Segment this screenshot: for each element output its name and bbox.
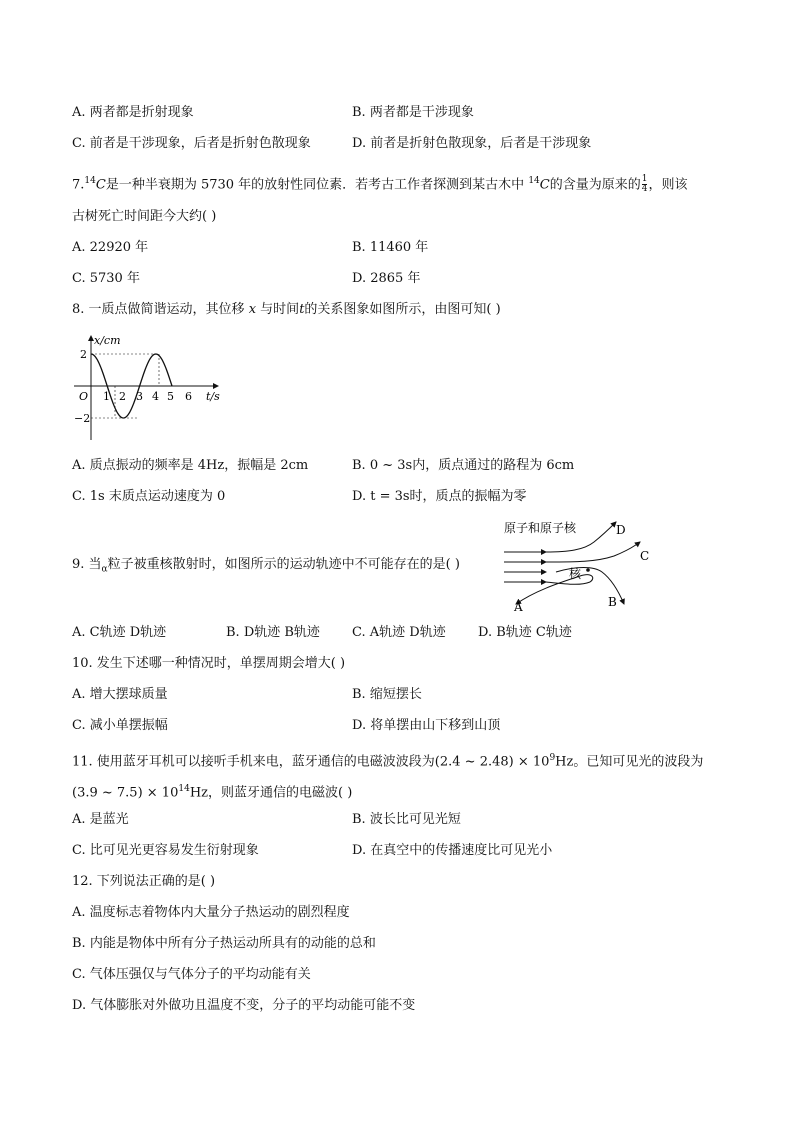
q7-option-d: D. 2865 年	[352, 271, 421, 286]
q12-option-c: C. 气体压强仅与气体分子的平均动能有关	[72, 967, 311, 982]
origin-label: O	[79, 390, 89, 403]
q7-stem-line2: 古树死亡时间距今大约( )	[72, 209, 217, 224]
x-tick-6: 6	[185, 390, 192, 403]
x-tick-3: 3	[136, 390, 143, 403]
x-tick-1: 1	[103, 390, 110, 403]
y-tick-pos: 2	[80, 348, 87, 361]
q11-option-a: A. 是蓝光	[72, 812, 129, 827]
q9-option-d: D. B轨迹 C轨迹	[478, 625, 572, 640]
q12-option-d: D. 气体膨胀对外做功且温度不变，分子的平均动能可能不变	[72, 998, 416, 1013]
q8-option-c: C. 1s 末质点运动速度为 0	[72, 489, 226, 504]
q8-option-b: B. 0 ~ 3s内，质点通过的路程为 6cm	[352, 458, 575, 473]
q11-stem-line1: 11. 使用蓝牙耳机可以接听手机来电，蓝牙通信的电磁波波段为(2.4 ~ $2.48) \times 10^9Hz$。已知可见光的波段为	[72, 753, 704, 770]
q11-option-b: B. 波长比可见光短	[352, 812, 461, 827]
q9-stem: 9. 当$_\alpha$粒子被重核散射时，如图所示的运动轨迹中不可能存在的是( )	[72, 557, 460, 575]
q10-option-a: A. 增大摆球质量	[72, 687, 168, 702]
q12-option-a: A. 温度标志着物体内大量分子热运动的剧烈程度	[72, 905, 350, 920]
q7-option-c: C. 5730 年	[72, 271, 140, 286]
q7-option-a: A. 22920 年	[72, 240, 149, 255]
q9-option-a: A. C轨迹 D轨迹	[72, 625, 167, 640]
nucleus-label: 核	[569, 567, 582, 581]
fig-title: 原子和原子核	[504, 521, 577, 535]
x-tick-2: 2	[119, 390, 126, 403]
x-axis-label: t/s	[206, 390, 220, 403]
q10-option-d: D. 将单摆由山下移到山顶	[352, 718, 501, 733]
q9-alpha-scattering-figure	[496, 514, 664, 614]
label-b: B	[608, 595, 617, 609]
q7-fraction: $\frac{1}{4}$	[641, 174, 648, 195]
label-d: D	[616, 523, 626, 537]
y-tick-neg: −2	[74, 412, 91, 425]
q10-option-b: B. 缩短摆长	[352, 687, 422, 702]
q6-option-d: D. 前者是折射色散现象，后者是干涉现象	[352, 136, 592, 151]
trajectory-a	[516, 575, 593, 604]
q6-option-a: A. 两者都是折射现象	[72, 105, 194, 120]
q8-option-d: D. t = 3s时，质点的振幅为零	[352, 489, 527, 504]
q12-stem: 12. 下列说法正确的是( )	[72, 874, 216, 889]
q9-option-b: B. D轨迹 B轨迹	[226, 625, 320, 640]
q6-option-b: B. 两者都是干涉现象	[352, 105, 474, 120]
nucleus-dot	[586, 568, 590, 572]
q8-option-a: A. 质点振动的频率是 4Hz，振幅是 2cm	[72, 458, 309, 473]
q11-option-d: D. 在真空中的传播速度比可见光小	[352, 843, 553, 858]
q10-stem: 10. 发生下述哪一种情况时，单摆周期会增大( )	[72, 656, 346, 671]
q7-stem-line1: 7.14C是一种半衰期为 5730 年的放射性同位素．若考古工作者探测到某古木中 $^{14}$C的含量为原来的 $\frac{1}{4}$ ，则该	[72, 174, 688, 195]
x-tick-4: 4	[152, 390, 159, 403]
q10-option-c: C. 减小单摆振幅	[72, 718, 168, 733]
label-c: C	[640, 549, 650, 563]
q12-option-b: B. 内能是物体中所有分子热运动所具有的动能的总和	[72, 936, 376, 951]
x-tick-5: 5	[167, 390, 174, 403]
q9-option-c: C. A轨迹 D轨迹	[352, 625, 446, 640]
q6-option-c: C. 前者是干涉现象，后者是折射色散现象	[72, 136, 311, 151]
q7-option-b: B. 11460 年	[352, 240, 429, 255]
q8-displacement-time-graph	[66, 332, 236, 444]
q8-stem: 8. 一质点做简谐运动，其位移 x 与时间t的关系图象如图所示，由图可知( )	[72, 302, 501, 317]
q11-option-c: C. 比可见光更容易发生衍射现象	[72, 843, 259, 858]
q11-stem-line2: (3.9 ~ $7.5) \times 10^{14}Hz$，则蓝牙通信的电磁波( )	[72, 784, 353, 801]
y-axis-label: x/cm	[94, 334, 121, 347]
label-a: A	[514, 600, 523, 614]
